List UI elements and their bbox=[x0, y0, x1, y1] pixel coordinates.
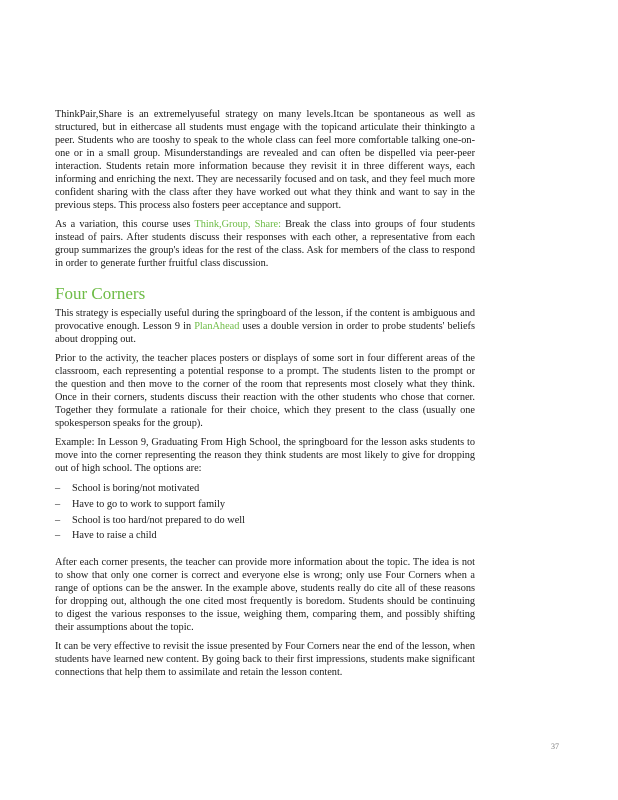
plan-ahead-link[interactable]: PlanAhead bbox=[194, 321, 240, 332]
section-paragraph-1 bbox=[55, 307, 475, 346]
options-list bbox=[55, 481, 475, 544]
section-paragraph-3: Example: In Lesson 9, Graduating From High School, the springboard for the lesson asks students to move into the corner representing the reason they think students are most likely to give for dropping out of high school. The options are: bbox=[55, 437, 475, 474]
list-item: – School is boring/not motivated bbox=[55, 481, 475, 497]
page-number: 37 bbox=[551, 742, 559, 751]
section-paragraph-4: After each corner presents, the teacher can provide more information about the topic. The idea is not to show that only one corner is correct and everyone else is wrong; only use Four Corners when a range of options can be the answer. In the example above, students really do cite all of these reasons for dropping out, although the one cited most frequently is boredom. Students should be continuing to digest the various responses to the issue, weighing them, comparing them, and possibly shifting their assumptions about the topic. bbox=[55, 557, 475, 634]
intro-paragraph-2 bbox=[55, 218, 475, 270]
dash-bullet: – bbox=[55, 483, 61, 494]
section-p1-end: uses a double version in order to probe students' beliefs about dropping out. bbox=[55, 321, 475, 345]
dash-bullet: – bbox=[55, 498, 61, 510]
section-paragraph-5: It can be very effective to revisit the issue presented by Four Corners near the end of the lesson, when students have learned new content. By going back to their first impressions, students make significant connections that help them to assimilate and retain the lesson content. bbox=[55, 641, 475, 679]
think-group-share-term: Think,Group, Share: bbox=[194, 219, 281, 230]
intro-p2-end: Break the class into groups of four students instead of pairs. After students discuss their responses with each other, a representative from each group summarizes the group's ideas for the rest of the class. Ask for members of the class to respond in order to generate further fruitful class discussion. bbox=[55, 219, 475, 269]
section-paragraph-2: Prior to the activity, the teacher places posters or displays of some sort in four different areas of the classroom, each representing a potential response to a prompt. The students listen to the prompt or the question and then move to the corner of the room that represents most closely what they think. Once in their corners, students discuss their reaction with the other students who chose that corner. Together they formulate a rationale for their choice, which they present to the class (usually one spokesperson speaks for the group). bbox=[55, 353, 475, 429]
dash-bullet: – bbox=[55, 530, 61, 542]
intro-p2-start: As a variation, this course uses bbox=[55, 219, 195, 230]
intro-paragraph-1: ThinkPair,Share is an extremelyuseful strategy on many levels.Itcan be spontaneous as well as structured, but in eithercase all students must engage with the topicand articulate their thinkingto a peer. Students who are tooshy to speak to the whole class can feel more comfortable talking one-on-one or in a small group. Misunderstandings are revealed and can often be dispelled via peer-peer interaction. Students retain more information because they revisit it in three different ways, each informing and enriching the next. They are necessarily focused and on task, and they feel much more confident sharing with the class after they have worked out what they think and want to say in the previous steps. This process also fosters peer acceptance and support. bbox=[55, 109, 475, 211]
page-content bbox=[55, 108, 475, 685]
dash-bullet: – bbox=[55, 514, 61, 526]
list-item: – Have to raise a child bbox=[55, 528, 475, 544]
section-heading: Four Corners bbox=[55, 284, 146, 303]
list-item: – Have to go to work to support family bbox=[55, 497, 475, 513]
list-item: – School is too hard/not prepared to do well bbox=[55, 513, 475, 529]
section-p1-start: This strategy is especially useful during the springboard of the lesson, if the content is ambiguous and provocative enough. Lesson 9 in bbox=[55, 308, 475, 332]
